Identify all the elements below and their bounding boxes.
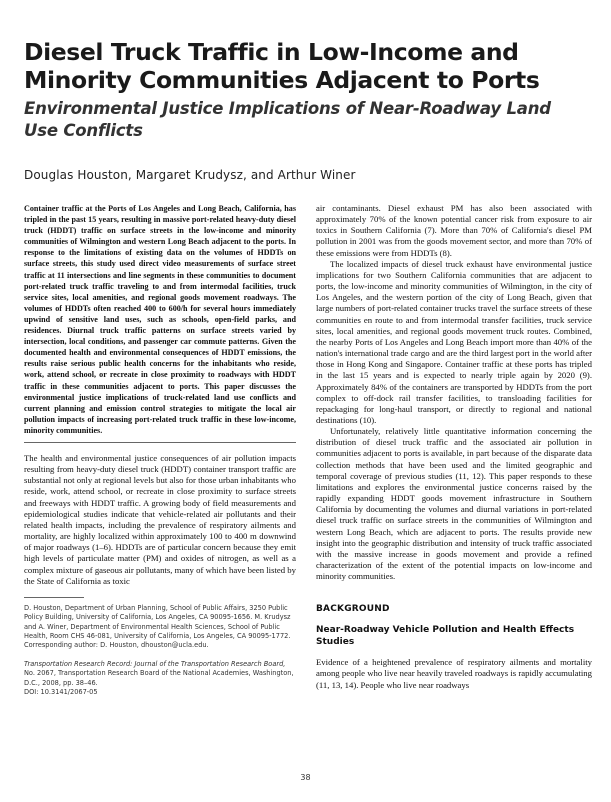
footnote-divider	[24, 597, 84, 598]
right-body	[316, 203, 592, 582]
article-subtitle: Environmental Justice Implications of Near-Roadway Land Use Conflicts	[24, 99, 551, 140]
section-heading-background: BACKGROUND	[316, 604, 390, 615]
left-body	[24, 453, 296, 587]
abstract-divider	[24, 442, 296, 443]
subsection-heading: Near-Roadway Vehicle Pollution and Health Effects Studies	[316, 625, 575, 648]
journal-citation	[24, 660, 296, 698]
background-body	[316, 657, 592, 690]
journal-details: No. 2067, Transportation Research Board of the National Academies, Washington, D.C., 2008, pp. 38–46.	[24, 669, 294, 687]
article-title: Diesel Truck Traffic in Low-Income and Minority Communities Adjacent to Ports	[24, 38, 540, 94]
journal-name: Transportation Research Record: Journal of the Transportation Research Board,	[24, 659, 286, 668]
abstract-text: Container traffic at the Ports of Los Angeles and Long Beach, California, has tripled in the past 15 years, resulting in massive port-related heavy-duty diesel truck (HDDT) traffic on surface streets in the low-income and minority communities of Wilmington and western Long Beach adjacent to the ports. In response to the limitations of existing data on the volumes of HDDTs on surface streets, this study used direct video measurements of surface street traffic at 11 intersections and line segments in these communities to document port-related truck traffic traveling to and from intermodal facilities, truck service sites, local amenities, and regional goods movement roadways. The volumes of HDDTs often reached 400 to 600/h for several hours immediately upwind of sensitive land uses, such as schools, open-field parks, and residences. Diurnal truck traffic patterns on surface streets varied by intersection, local conditions, and passenger car commute patterns. Given the documented health and environmental consequences of HDDT emissions, the results raise serious public health concerns for the inhabitants who reside, work, attend school, or recreate in close proximity to roadways with HDDT traffic in these communities adjacent to ports. This paper discusses the environmental justice implications of truck-related land use conflicts and current planning and emission control strategies to mitigate the local air pollution impacts of increasing port-related truck traffic in these low-income, minority communities.	[24, 204, 296, 435]
abstract	[24, 203, 296, 436]
right-column	[316, 203, 592, 691]
body-paragraph: air contaminants. Diesel exhaust PM has also been associated with approximately 70% of the known potential cancer risk from exposure to air toxics in Southern California (7). More than 70% of California's diesel PM pollution in 2001 was from the goods movement sector, and more than 70% of these emissions were from HDDTs (8).	[316, 203, 592, 258]
author-affiliation: D. Houston, Department of Urban Planning, School of Public Affairs, 3250 Public Policy Building, University of California, Los Angeles, CA 90095-1656. M. Krudysz and A. Winer, Department of Environmental Health Sciences, School of Public Health, Room CHS 46-081, University of California, Los Angeles, CA 90095-1772. Corresponding author: D. Houston, dhouston@ucla.edu.	[24, 603, 291, 650]
body-paragraph: Unfortunately, relatively little quantitative information concerning the distribution of diesel truck traffic and the associated air pollution in communities adjacent to ports is available, in part because of the disparate data collection methods that have been used and the limited geographic and temporal coverage of previous studies (11, 12). This paper responds to these limitations and explores the environmental justice concerns raised by the rapidly expanding HDDT goods movement infrastructure in Southern California by documenting the volumes and diurnal variations in port-related diesel truck traffic on surface streets in the communities of Wilmington and western Long Beach, which are adjacent to ports. The results provide new insight into the geographic distribution and intensity of truck traffic associated with the massive increase in goods movement and provide a refined characterization of the extent of the potential impacts on low-income and minority communities.	[316, 426, 592, 582]
body-paragraph: The localized impacts of diesel truck exhaust have environmental justice implications for two Southern California communities that are adjacent to ports, the low-income and minority communities of Wilmington, in the city of Los Angeles, and the western portion of the city of Long Beach, given that large numbers of port-related container trucks travel the surface streets of these communities en route to and from intermodal transfer facilities, truck service sites, local amenities, and regional goods movement truck routes. Combined, the nearby Ports of Los Angeles and Long Beach import more than 40% of the nation's international trade cargo and are the third largest port in the world after those in Hong Kong and Singapore. Container traffic at these ports has tripled in the last 15 years and is expected to nearly triple again by 2020 (9). Approximately 84% of the containers are transported by HDDTs from the port complex to off-dock rail transfer facilities, to transloading facilities for repackaging for long-haul transport, or directly to regional and national destinations (10).	[316, 258, 593, 425]
body-paragraph: The health and environmental justice consequences of air pollution impacts resulting from heavy-duty diesel truck (HDDT) container transport traffic are substantial not only at regional levels but also for those urban inhabitants who reside, work, attend school, or recreate in close proximity to surface streets and freeways with HDDT traffic. A growing body of field measurements and epidemiological studies indicate that vehicle-related air pollutants and their related health impacts, including the prevalence of respiratory ailments and mortality, are highly localized within approximately 100 to 400 m downwind of major roadways (1–6). HDDTs are of particular concern because they emit high levels of particulate matter (PM) and oxides of nitrogen, as well as a complex mixture of gaseous air pollutants, many of which have been listed by the State of California as toxic	[24, 452, 296, 586]
author-list: Douglas Houston, Margaret Krudysz, and Arthur Winer	[24, 168, 356, 182]
left-column	[24, 203, 296, 698]
body-paragraph: Evidence of a heightened prevalence of respiratory ailments and mortality among people who live near heavily traveled roadways is rapidly accumulating (11, 13, 14). People who live near roadways	[316, 657, 592, 690]
doi: DOI: 10.3141/2067-05	[24, 688, 98, 697]
page-number: 38	[300, 773, 311, 782]
